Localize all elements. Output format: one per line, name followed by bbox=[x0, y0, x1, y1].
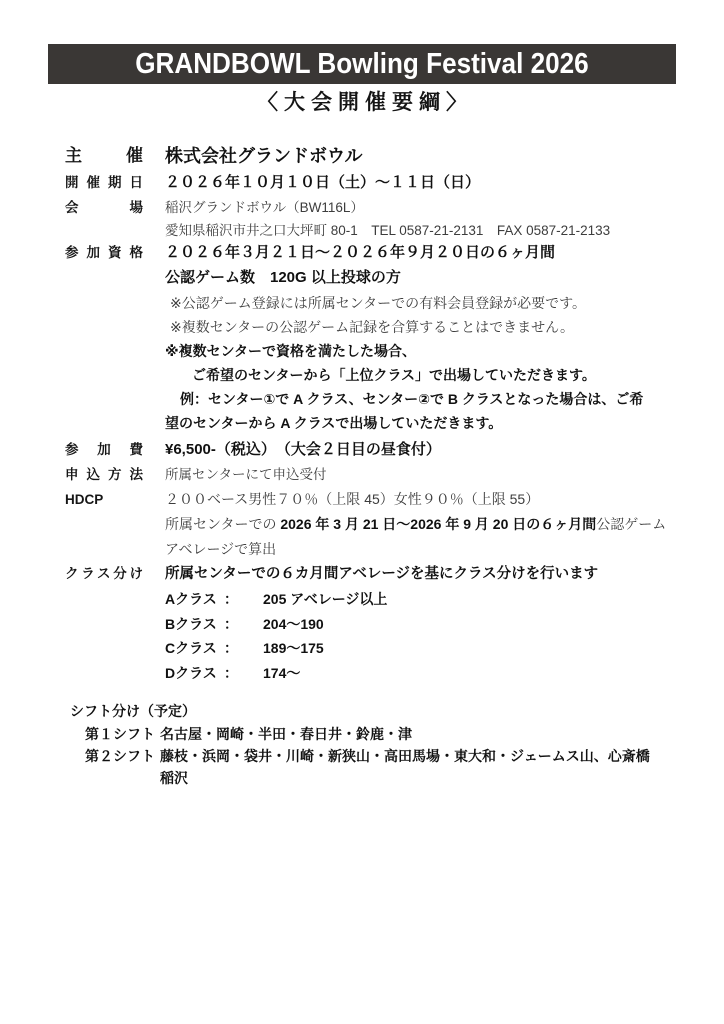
class-row-d bbox=[165, 661, 694, 686]
title-banner bbox=[48, 44, 676, 84]
application-label: 申込方法 bbox=[65, 467, 143, 482]
eligibility-period: ２０２６年３月２１日～２０２６年９月２０日の６ヶ月間 bbox=[165, 244, 556, 261]
fee-value: ¥6,500-（税込） （大会２日目の昼食付） bbox=[165, 441, 441, 458]
dates-label: 開催期日 bbox=[65, 175, 143, 190]
shift-1-label: 第１シフト bbox=[85, 726, 155, 742]
fee-label: 参加費 bbox=[65, 442, 143, 457]
row-fee bbox=[0, 437, 724, 462]
class-c-range: 189～175 bbox=[263, 640, 324, 656]
eligibility-note-6: 望のセンターから A クラスで出場していただきます。 bbox=[165, 415, 503, 431]
class-d-colon: ： bbox=[224, 664, 238, 681]
application-value: 所属センターにて申込受付 bbox=[165, 467, 327, 482]
organizer-label: 主催 bbox=[65, 146, 143, 165]
class-c-name: Cクラス bbox=[165, 640, 217, 656]
class-a-colon: ： bbox=[224, 591, 238, 607]
class-b-name: Bクラス bbox=[165, 615, 217, 632]
eligibility-note-2: ※複数センターの公認ゲーム記録を合算することはできません。 bbox=[170, 319, 575, 335]
shift-2-cities-line1: 藤枝・浜岡・袋井・川崎・新狭山・高田馬場・東大和・ジェームス山、心斎橋 bbox=[160, 748, 650, 764]
row-hdcp bbox=[0, 487, 724, 562]
class-row-b bbox=[165, 612, 694, 637]
classes-intro: 所属センターでの６カ月間アベレージを基にクラス分けを行います bbox=[165, 566, 599, 582]
venue-name: 稲沢グランドボウル（BW116L） bbox=[165, 200, 364, 215]
class-d-name: Dクラス bbox=[165, 664, 217, 681]
class-b-range: 204～190 bbox=[263, 615, 324, 632]
shift-heading: シフト分け（予定） bbox=[70, 703, 196, 719]
dates-value: ２０２６年１０月１０日（土）～１１日（日） bbox=[165, 174, 481, 191]
organizer-value: 株式会社グランドボウル bbox=[165, 146, 363, 166]
shift-2-label: 第２シフト bbox=[85, 748, 155, 764]
hdcp-label: HDCP bbox=[65, 492, 104, 507]
shift-item-2 bbox=[85, 745, 694, 789]
document-subtitle: 〈大会開催要綱〉 bbox=[257, 91, 473, 114]
class-d-range: 174～ bbox=[263, 664, 301, 681]
hdcp-period-bold: 2026 年 3 月 21 日～2026 年 9 月 20 日の６ヶ月間 bbox=[280, 516, 597, 532]
eligibility-games: 公認ゲーム数 120G 以上投球の方 bbox=[165, 269, 401, 286]
class-a-name: Aクラス bbox=[165, 591, 217, 607]
shift-section bbox=[0, 700, 724, 789]
eligibility-note-4: ご希望のセンターから「上位クラス」で出場していただきます。 bbox=[192, 367, 596, 383]
class-c-colon: ： bbox=[224, 640, 238, 656]
eligibility-note-5: 例：センター①で A クラス、センター②で B クラスとなった場合は、ご希 bbox=[180, 391, 644, 407]
hdcp-period-line bbox=[165, 512, 694, 537]
row-organizer bbox=[0, 143, 724, 169]
banner-title: GRANDBOWL Bowling Festival 2026 bbox=[135, 47, 589, 80]
eligibility-label: 参加資格 bbox=[65, 245, 143, 260]
row-application bbox=[0, 462, 724, 487]
hdcp-average-line: アベレージで算出 bbox=[165, 541, 277, 557]
row-dates bbox=[0, 170, 724, 196]
row-classes bbox=[0, 561, 724, 685]
row-venue bbox=[0, 196, 724, 242]
venue-address: 愛知県稲沢市井之口大坪町 80-1 TEL 0587-21-2131 FAX 0587-21-2133 bbox=[165, 223, 611, 238]
row-eligibility bbox=[0, 240, 724, 435]
class-b-colon: ： bbox=[224, 615, 238, 632]
classes-label: クラス分け bbox=[65, 566, 143, 581]
class-row-c bbox=[165, 636, 694, 661]
hdcp-period-post: 公認ゲーム bbox=[596, 516, 667, 532]
hdcp-formula: ２００ベース男性７０％（上限 45）女性９０％（上限 55） bbox=[165, 491, 540, 507]
shift-2-cities-line2: 稲沢 bbox=[160, 770, 188, 786]
shift-1-cities: 名古屋・岡崎・半田・春日井・鈴鹿・津 bbox=[160, 726, 412, 742]
class-a-range: 205 アベレージ以上 bbox=[263, 591, 388, 607]
eligibility-note-1: ※公認ゲーム登録には所属センターでの有料会員登録が必要です。 bbox=[170, 295, 587, 311]
class-row-a bbox=[165, 587, 694, 612]
shift-item-1 bbox=[85, 723, 694, 745]
venue-label: 会場 bbox=[65, 200, 143, 215]
eligibility-note-3: ※複数センターで資格を満たした場合、 bbox=[165, 343, 417, 359]
hdcp-period-pre: 所属センターでの bbox=[165, 516, 281, 532]
